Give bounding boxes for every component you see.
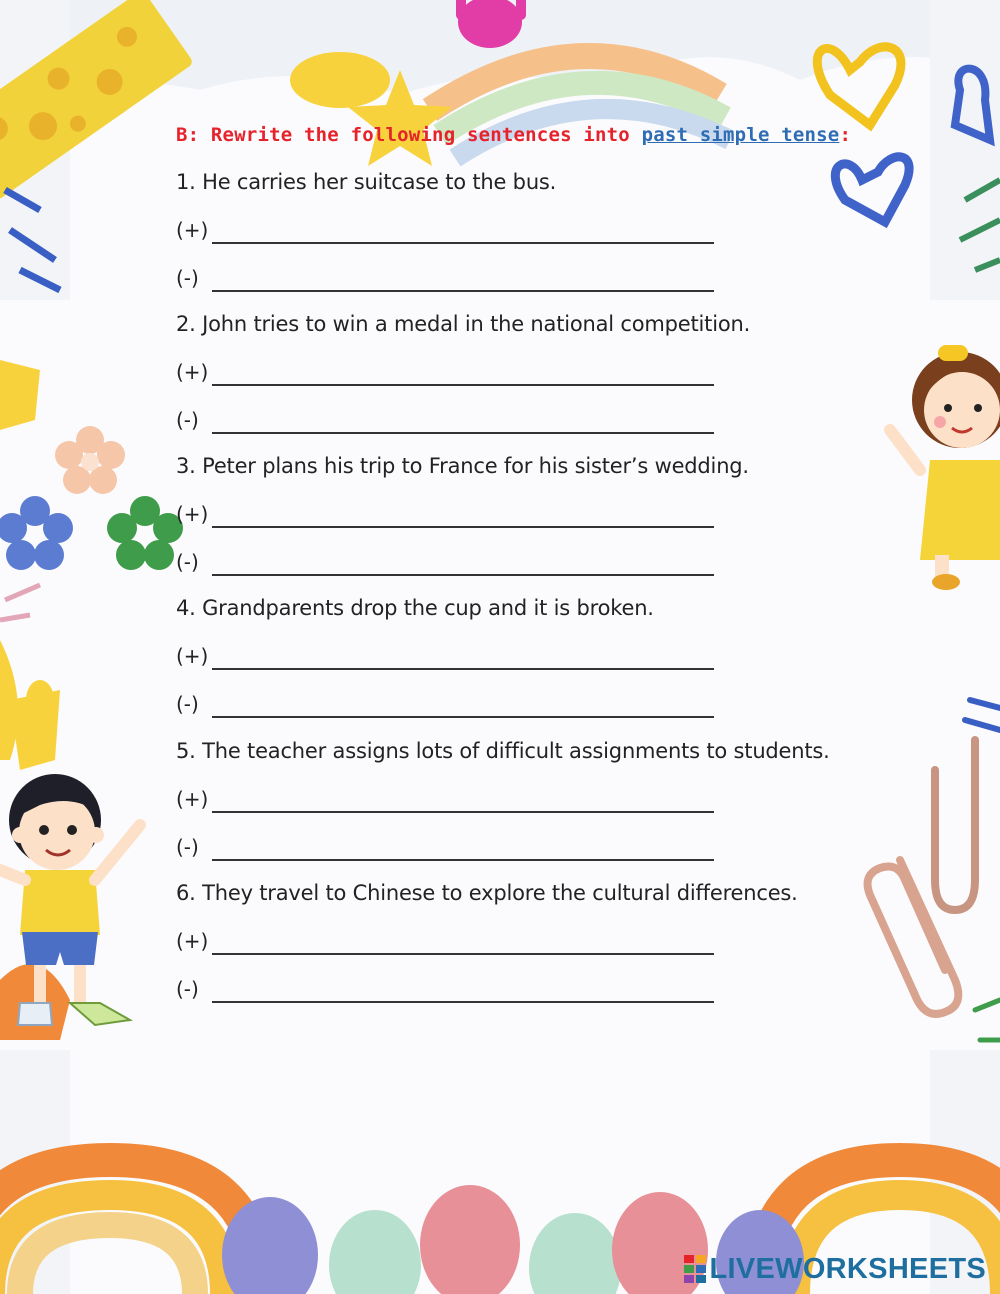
- answer-1-positive[interactable]: [176, 218, 716, 246]
- answer-line[interactable]: [212, 526, 714, 528]
- answer-4-negative[interactable]: [176, 692, 716, 720]
- answer-line[interactable]: [212, 1001, 714, 1003]
- answer-5-positive[interactable]: [176, 787, 716, 815]
- instruction-suffix: :: [839, 124, 852, 146]
- answer-line[interactable]: [212, 953, 714, 955]
- positive-sign: (+): [176, 787, 209, 811]
- past-simple-tense-link[interactable]: past simple tense: [641, 124, 840, 146]
- negative-sign: (-): [176, 835, 199, 859]
- answer-2-positive[interactable]: [176, 360, 716, 388]
- brand-name: LIVEWORKSHEETS: [709, 1252, 986, 1285]
- positive-sign: (+): [176, 218, 209, 242]
- positive-sign: (+): [176, 502, 209, 526]
- answer-line[interactable]: [212, 242, 714, 244]
- answer-line[interactable]: [212, 716, 714, 718]
- positive-sign: (+): [176, 929, 209, 953]
- answer-line[interactable]: [212, 290, 714, 292]
- liveworksheets-logo-icon: [684, 1255, 706, 1283]
- answer-2-negative[interactable]: [176, 408, 716, 436]
- negative-sign: (-): [176, 550, 199, 574]
- answer-line[interactable]: [212, 574, 714, 576]
- answer-line[interactable]: [212, 668, 714, 670]
- negative-sign: (-): [176, 692, 199, 716]
- answer-line[interactable]: [212, 811, 714, 813]
- question-5: 5. The teacher assigns lots of difficult assignments to students.: [176, 739, 830, 763]
- answer-6-positive[interactable]: [176, 929, 716, 957]
- question-4: 4. Grandparents drop the cup and it is broken.: [176, 596, 654, 620]
- positive-sign: (+): [176, 360, 209, 384]
- positive-sign: (+): [176, 644, 209, 668]
- negative-sign: (-): [176, 266, 199, 290]
- question-6: 6. They travel to Chinese to explore the cultural differences.: [176, 881, 798, 905]
- answer-line[interactable]: [212, 859, 714, 861]
- answer-line[interactable]: [212, 384, 714, 386]
- liveworksheets-brand[interactable]: [684, 1252, 987, 1286]
- negative-sign: (-): [176, 977, 199, 1001]
- question-2: 2. John tries to win a medal in the national competition.: [176, 312, 751, 336]
- question-1: 1. He carries her suitcase to the bus.: [176, 170, 557, 194]
- negative-sign: (-): [176, 408, 199, 432]
- instruction-heading: [176, 124, 851, 146]
- answer-4-positive[interactable]: [176, 644, 716, 672]
- answer-3-positive[interactable]: [176, 502, 716, 530]
- answer-6-negative[interactable]: [176, 977, 716, 1005]
- answer-1-negative[interactable]: [176, 266, 716, 294]
- question-3: 3. Peter plans his trip to France for his sister’s wedding.: [176, 454, 749, 478]
- answer-line[interactable]: [212, 432, 714, 434]
- answer-5-negative[interactable]: [176, 835, 716, 863]
- answer-3-negative[interactable]: [176, 550, 716, 578]
- instruction-prefix: B: Rewrite the following sentences into: [176, 124, 630, 146]
